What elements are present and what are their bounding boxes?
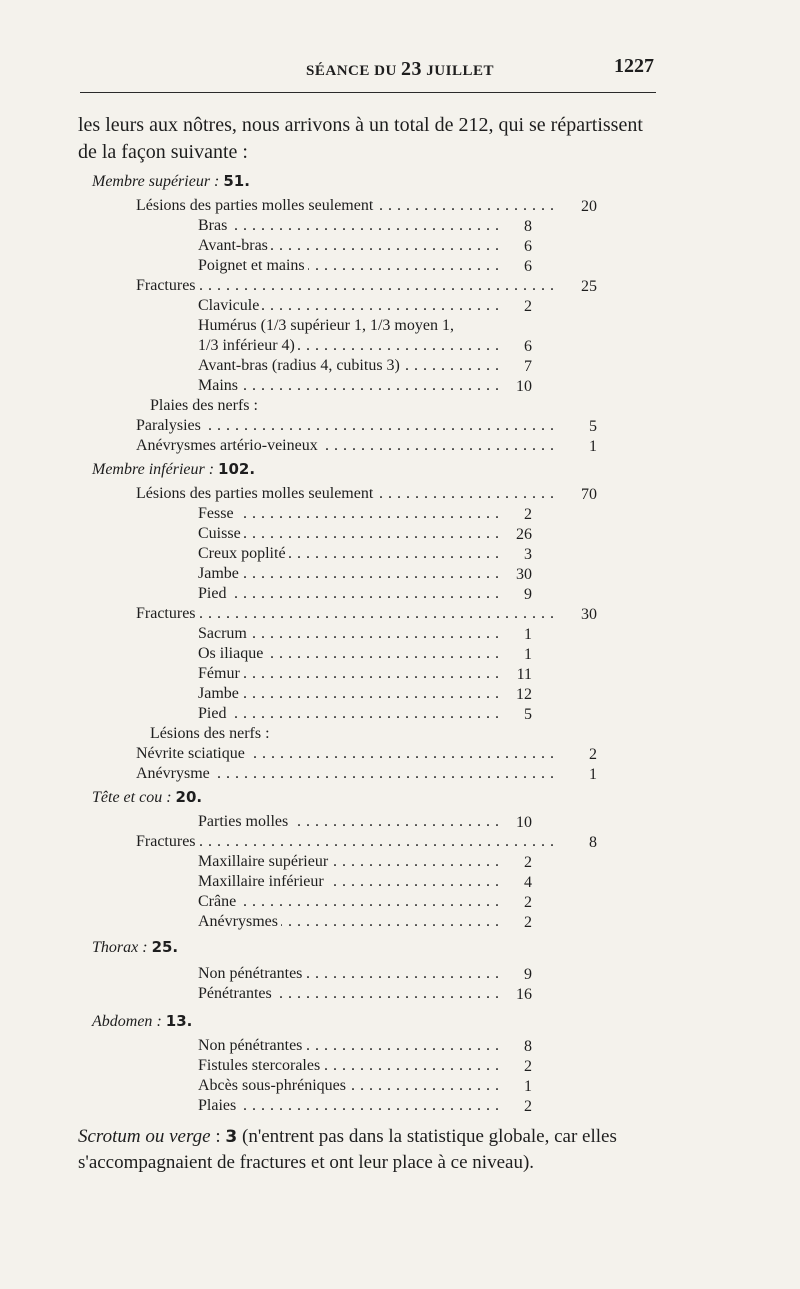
- list-value: 2: [524, 854, 532, 871]
- list-value: 5: [589, 418, 597, 435]
- list-value: 2: [589, 746, 597, 763]
- list-item: Pénétrantes . . .: [198, 984, 498, 1004]
- closing-paragraph: Scrotum ou verge : 3 (n'entrent pas dans la statistique globale, car elles s'accompagnaient de fractures et ont leur place à ce niveau).: [78, 1126, 617, 1173]
- list-item: Bras . . .: [198, 216, 498, 236]
- list-value: 2: [524, 506, 532, 523]
- list-value: 10: [516, 378, 532, 395]
- list-value: 25: [581, 278, 597, 295]
- section-count: 13.: [165, 1012, 193, 1030]
- outro-label: Scrotum ou verge: [78, 1126, 211, 1147]
- list-value: 30: [581, 606, 597, 623]
- list-value: 1: [524, 1078, 532, 1095]
- page-number: 1227: [614, 55, 654, 77]
- list-value: 11: [516, 666, 532, 683]
- list-item: Sacrum . . .: [198, 624, 498, 644]
- header-title-day: 23: [401, 58, 423, 80]
- section-count: 102.: [218, 460, 256, 478]
- list-value: 30: [516, 566, 532, 583]
- list-item: Fistules stercorales . . .: [198, 1056, 498, 1076]
- list-item: Crâne . . .: [198, 892, 498, 912]
- section-abdomen: Abdomen : 13.: [92, 1012, 193, 1030]
- list-value: 7: [524, 358, 532, 375]
- list-item: Maxillaire inférieur . . .: [198, 872, 498, 892]
- list-value: 3: [524, 546, 532, 563]
- list-item: Paralysies . . .: [136, 416, 556, 436]
- list-item: Creux poplité . . .: [198, 544, 498, 564]
- list-item: Anévrysme . . .: [136, 764, 556, 784]
- list-subheading: Plaies des nerfs :: [150, 396, 450, 416]
- list-item: Cuisse . . .: [198, 524, 498, 544]
- list-value: 2: [524, 894, 532, 911]
- list-item: Jambe . . .: [198, 684, 498, 704]
- list-value: 2: [524, 914, 532, 931]
- list-item: Clavicule . . .: [198, 296, 498, 316]
- list-value: 8: [589, 834, 597, 851]
- list-item: Plaies . . .: [198, 1096, 498, 1116]
- list-item: Anévrysmes artério-veineux . . .: [136, 436, 556, 456]
- list-value: 4: [524, 874, 532, 891]
- section-label: Membre supérieur: [92, 173, 211, 190]
- list-item: Maxillaire supérieur . . .: [198, 852, 498, 872]
- list-item: Mains . . .: [198, 376, 498, 396]
- list-item: Pied . . .: [198, 704, 498, 724]
- list-item: Avant-bras (radius 4, cubitus 3) . . .: [198, 356, 498, 376]
- list-value: 1: [524, 626, 532, 643]
- list-item: Lésions des parties molles seulement . . .: [136, 196, 556, 216]
- list-value: 1: [524, 646, 532, 663]
- list-item: 1/3 inférieur 4) . . .: [198, 336, 498, 356]
- list-value: 9: [524, 586, 532, 603]
- list-item: Non pénétrantes . . .: [198, 964, 498, 984]
- list-value: 70: [581, 486, 597, 503]
- list-value: 6: [524, 338, 532, 355]
- list-item: Fractures . . .: [136, 604, 556, 624]
- list-item: Abcès sous-phréniques . . .: [198, 1076, 498, 1096]
- section-label: Abdomen: [92, 1013, 153, 1030]
- list-value: 2: [524, 298, 532, 315]
- outro-count: 3: [225, 1127, 238, 1147]
- list-item: Lésions des parties molles seulement . . .: [136, 484, 556, 504]
- list-item: Anévrysmes . . .: [198, 912, 498, 932]
- list-item: Parties molles . . .: [198, 812, 498, 832]
- list-item: Non pénétrantes . . .: [198, 1036, 498, 1056]
- list-item: Poignet et mains . . .: [198, 256, 498, 276]
- list-value: 16: [516, 986, 532, 1003]
- list-value: 10: [516, 814, 532, 831]
- list-item: Fesse . . .: [198, 504, 498, 524]
- list-item: Avant-bras . . .: [198, 236, 498, 256]
- list-value: 6: [524, 258, 532, 275]
- header-rule: [80, 92, 656, 93]
- list-value: 26: [516, 526, 532, 543]
- section-count: 25.: [151, 938, 179, 956]
- list-item: Humérus (1/3 supérieur 1, 1/3 moyen 1,: [198, 316, 518, 336]
- list-item: Névrite sciatique . . .: [136, 744, 556, 764]
- list-value: 1: [589, 766, 597, 783]
- list-value: 9: [524, 966, 532, 983]
- list-value: 12: [516, 686, 532, 703]
- list-subheading: Lésions des nerfs :: [150, 724, 450, 744]
- section-count: 20.: [175, 788, 203, 806]
- section-label: Thorax: [92, 939, 139, 956]
- list-item: Pied . . .: [198, 584, 498, 604]
- list-value: 6: [524, 238, 532, 255]
- list-item: Fémur . . .: [198, 664, 498, 684]
- list-item: Fractures . . .: [136, 276, 556, 296]
- running-header: [0, 58, 800, 81]
- list-value: 8: [524, 1038, 532, 1055]
- header-title-prefix: SÉANCE DU: [306, 63, 397, 79]
- section-tete-et-cou: Tête et cou : 20.: [92, 788, 203, 806]
- section-membre-superieur: Membre supérieur : 51.: [92, 172, 250, 190]
- list-item: Fractures . . .: [136, 832, 556, 852]
- section-membre-inferieur: Membre inférieur : 102.: [92, 460, 256, 478]
- list-value: 5: [524, 706, 532, 723]
- section-label: Membre inférieur: [92, 461, 205, 478]
- outro-text: (n'entrent pas dans la statistique globale, car elles s'accompagnaient de fractures et ont leur place à ce niveau).: [78, 1126, 617, 1173]
- list-item: Os iliaque . . .: [198, 644, 498, 664]
- list-value: 8: [524, 218, 532, 235]
- list-value: 2: [524, 1098, 532, 1115]
- header-title-suffix: JUILLET: [426, 63, 494, 79]
- list-value: 20: [581, 198, 597, 215]
- section-count: 51.: [223, 172, 250, 190]
- section-label: Tête et cou: [92, 789, 163, 806]
- list-item: Jambe . . .: [198, 564, 498, 584]
- list-value: 1: [589, 438, 597, 455]
- intro-paragraph: les leurs aux nôtres, nous arrivons à un total de 212, qui se répartissent de la façon suivante :: [78, 114, 643, 163]
- section-thorax: Thorax : 25.: [92, 938, 179, 956]
- list-value: 2: [524, 1058, 532, 1075]
